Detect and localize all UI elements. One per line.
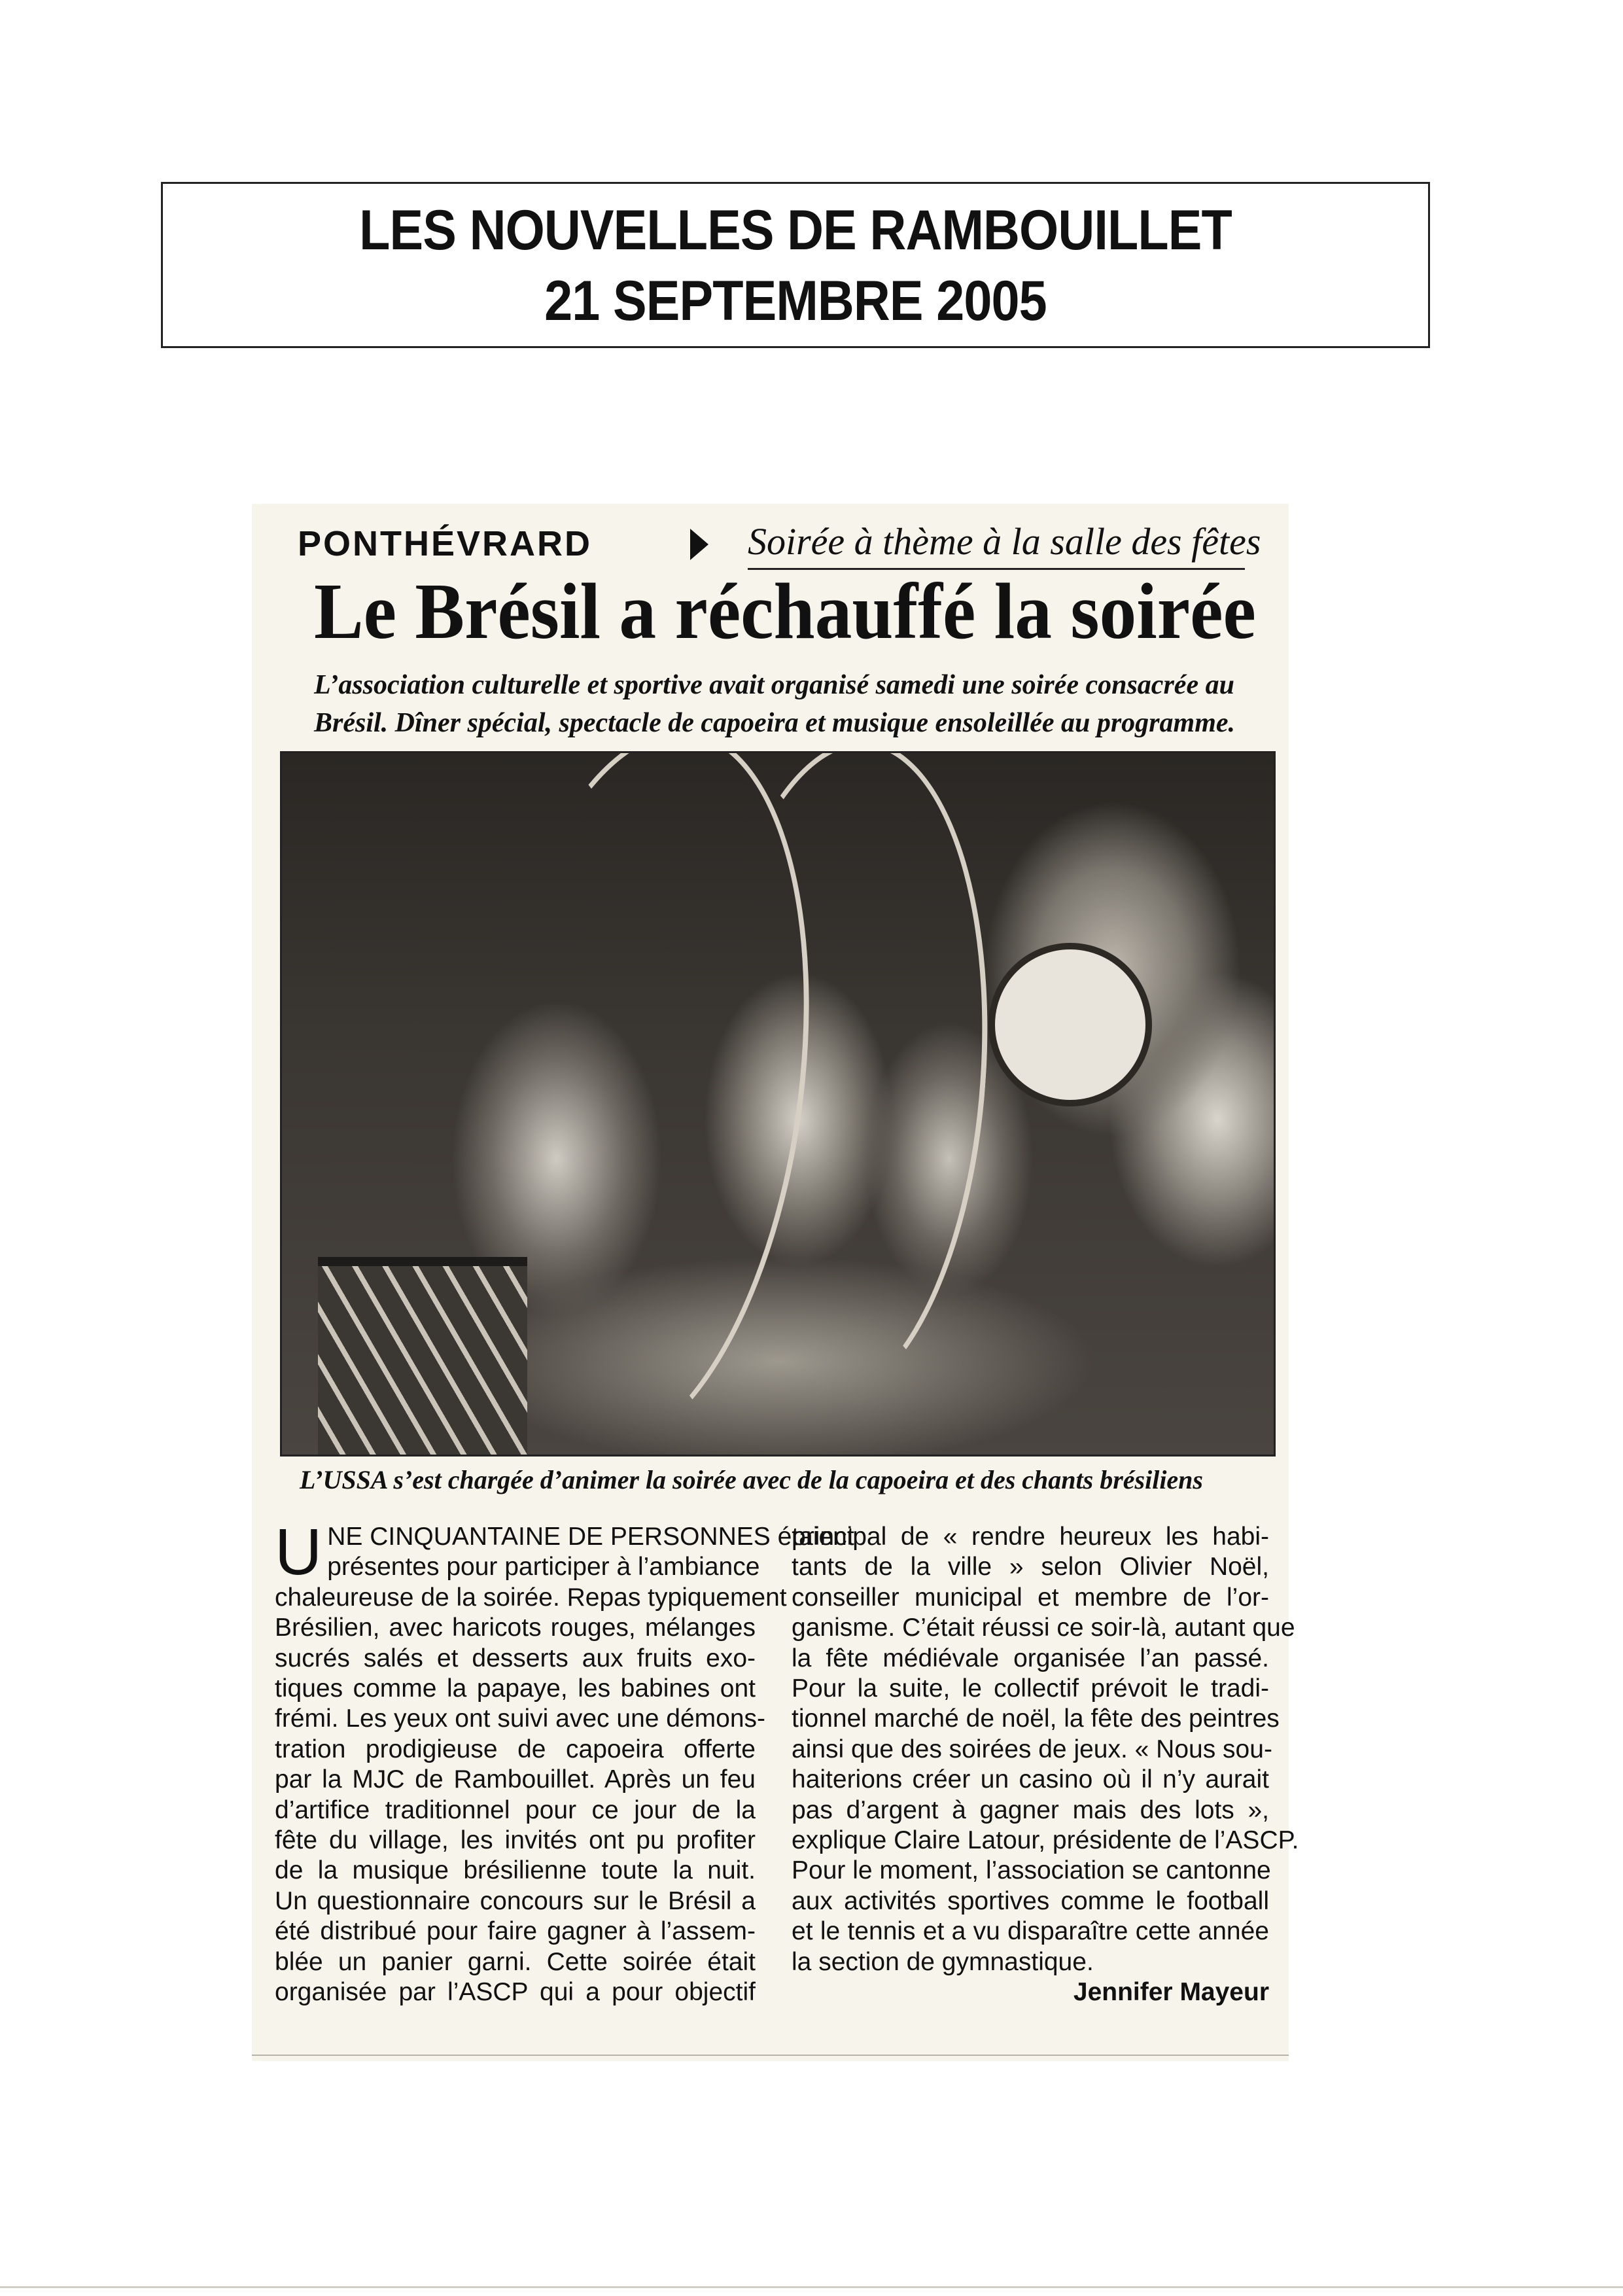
article-column-right [792, 1522, 1299, 2008]
body-line: et le tennis et a vu disparaître cette année [792, 1917, 1269, 1946]
body-line: pas d’argent à gagner mais des lots », [792, 1795, 1269, 1824]
rubric-location: PONTHÉVRARD [298, 524, 593, 563]
lead-line: L’association culturelle et sportive avait organisé samedi une soirée consacrée au [314, 670, 1234, 700]
clipping-bottom-rule [252, 2055, 1289, 2056]
body-line: la fête médiévale organisée l’an passé. [792, 1644, 1269, 1672]
body-line: été distribué pour faire gagner à l’assem- [275, 1917, 756, 1946]
play-arrow-icon [690, 529, 708, 560]
body-line: sucrés salés et desserts aux fruits exo- [275, 1644, 756, 1672]
tambourine [988, 943, 1152, 1106]
article-headline: Le Brésil a réchauffé la soirée [314, 567, 1256, 656]
newspaper-name: LES NOUVELLES DE RAMBOUILLET [359, 199, 1232, 262]
body-line: conseiller municipal et membre de l’or- [792, 1583, 1269, 1612]
body-line: Un questionnaire concours sur le Brésil a [275, 1886, 756, 1915]
body-line: d’artifice traditionnel pour ce jour de la [275, 1795, 756, 1824]
newspaper-header-box [161, 182, 1430, 348]
body-line: Brésilien, avec haricots rouges, mélanges [275, 1614, 756, 1642]
article-column-left [275, 1515, 854, 2008]
body-line: présentes pour participer à l’ambiance [327, 1553, 760, 1581]
body-line: blée un panier garni. Cette soirée était [275, 1947, 756, 1976]
body-line: Pour la suite, le collectif prévoit le tradi- [792, 1674, 1269, 1703]
body-line: NE CINQUANTAINE DE PERSONNES étaient [327, 1523, 854, 1551]
drop-cap: U [275, 1515, 323, 1589]
article-photo [280, 751, 1276, 1457]
body-line: fête du village, les invités ont pu profiter [275, 1826, 756, 1855]
body-line: la section de gymnastique. [792, 1947, 1094, 1976]
body-line: principal de « rendre heureux les habi- [792, 1523, 1269, 1551]
body-line: frémi. Les yeux ont suivi avec une démons- [275, 1704, 766, 1733]
body-line: tants de la ville » selon Olivier Noël, [792, 1553, 1269, 1581]
body-line: ganisme. C’était réussi ce soir-là, autant que [792, 1614, 1295, 1642]
body-line: tionnel marché de noël, la fête des peintres [792, 1704, 1280, 1733]
lead-line: Brésil. Dîner spécial, spectacle de capoeira et musique ensoleillée au programme. [314, 708, 1236, 738]
drum [318, 1257, 527, 1457]
body-line: organisée par l’ASCP qui a pour objectif [275, 1978, 756, 2007]
photo-caption: L’USSA s’est chargée d’animer la soirée avec de la capoeira et des chants brésiliens [300, 1465, 1203, 1494]
body-line: par la MJC de Rambouillet. Après un feu [275, 1765, 756, 1794]
body-line: Pour le moment, l’association se cantonne [792, 1856, 1271, 1885]
body-line: tiques comme la papaye, les babines ont [275, 1674, 756, 1703]
article-lead [314, 666, 1256, 742]
body-line: chaleureuse de la soirée. Repas typiquement [275, 1583, 787, 1612]
body-line: tration prodigieuse de capoeira offerte [275, 1735, 756, 1763]
rubric-tag: Soirée à thème à la salle des fêtes [748, 520, 1261, 563]
body-line: aux activités sportives comme le football [792, 1886, 1269, 1915]
article-signature: Jennifer Mayeur [1073, 1978, 1269, 2007]
page-bottom-edge [0, 2286, 1623, 2288]
body-line: de la musique brésilienne toute la nuit. [275, 1856, 756, 1885]
article-rubric [298, 517, 1261, 569]
body-line: ainsi que des soirées de jeux. « Nous sou- [792, 1735, 1272, 1763]
body-line: explique Claire Latour, présidente de l’ASCP. [792, 1826, 1299, 1855]
publication-date: 21 SEPTEMBRE 2005 [544, 270, 1047, 332]
body-line: haiterions créer un casino où il n’y aurait [792, 1765, 1269, 1794]
